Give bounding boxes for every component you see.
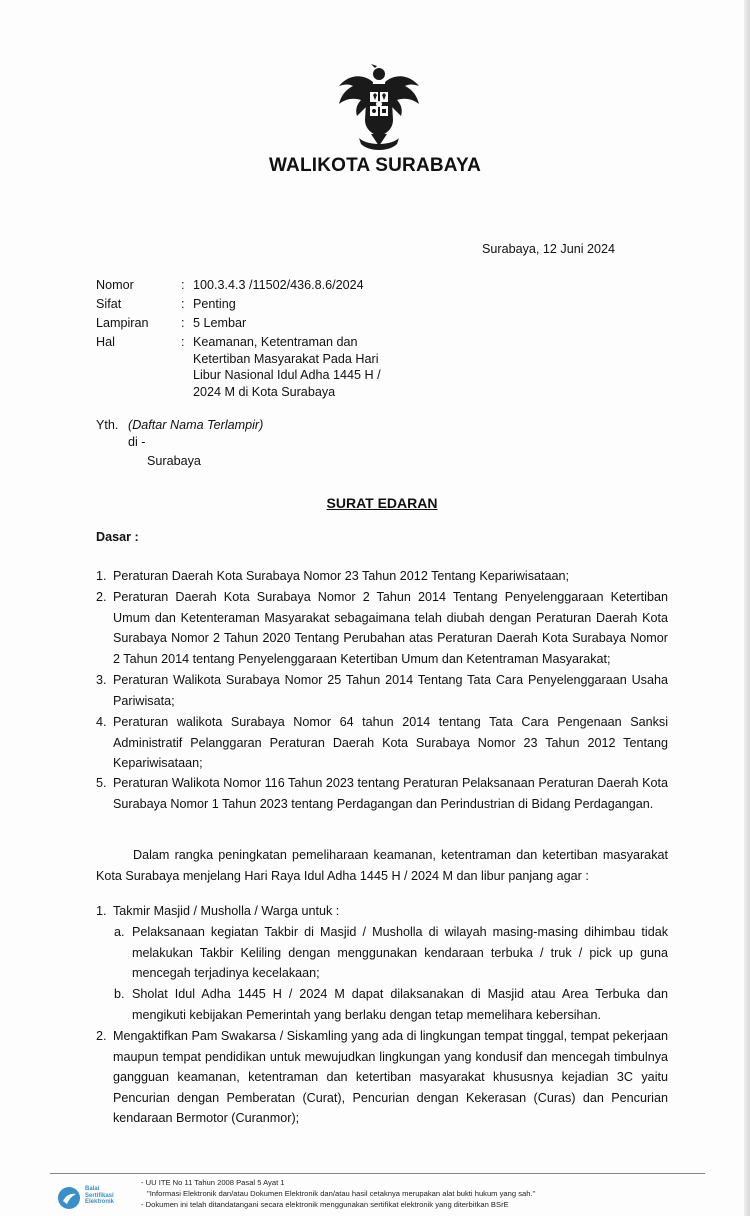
list-number: 5.: [96, 776, 107, 790]
recipient-name: (Daftar Nama Terlampir): [128, 418, 264, 432]
document-heading: SURAT EDARAN: [326, 495, 438, 511]
list-number: 1.: [96, 904, 107, 918]
list-number: 3.: [96, 673, 107, 687]
sub-list-item: [114, 984, 668, 1025]
intro-paragraph: Dalam rangka peningkatan pemeliharaan keamanan, ketentraman dan ketertiban masyarakat Kota Surabaya menjelang Hari Raya Idul Adha 1445 H / 2024 M dan libur panjang agar :: [96, 848, 668, 883]
recipient-city: Surabaya: [147, 454, 201, 468]
logo-text-line: Sertifikasi: [85, 1192, 114, 1199]
meta-value-sifat: Penting: [193, 297, 236, 311]
page-edge-shadow: [744, 0, 750, 1216]
list-text: Peraturan Walikota Surabaya Nomor 25 Tahun 2014 Tentang Tata Cara Penyelenggaraan Usaha Pariwisata;: [113, 673, 668, 708]
list-number: 1.: [96, 569, 107, 583]
meta-value-hal: Keamanan, Ketentraman dan Ketertiban Masyarakat Pada Hari Libur Nasional Idul Adha 1445 H / 2024 M di Kota Surabaya: [193, 335, 381, 399]
footer-line-3: - Dokumen ini telah ditandatangani secara elektronik menggunakan sertifikat elektronik yang diterbitkan BSrE: [141, 1200, 509, 1209]
list-item: [96, 566, 668, 587]
list-text: Peraturan Walikota Nomor 116 Tahun 2023 tentang Peraturan Pelaksanaan Peraturan Daerah Kota Surabaya Nomor 1 Tahun 2023 tentang Perdagangan dan Perindustrian di Bidang Perdagangan.: [113, 776, 668, 811]
meta-label-hal: Hal: [96, 335, 115, 349]
list-number: 4.: [96, 715, 107, 729]
meta-label-nomor: Nomor: [96, 278, 134, 292]
meta-colon: :: [181, 297, 185, 311]
bsre-logo-text: [85, 1186, 114, 1206]
list-number: b.: [114, 987, 125, 1001]
meta-value-lampiran: 5 Lembar: [193, 316, 247, 330]
footer-line-1: - UU ITE No 11 Tahun 2008 Pasal 5 Ayat 1: [141, 1178, 285, 1187]
meta-colon: :: [181, 335, 185, 349]
list-item: [96, 712, 668, 774]
list-text: Peraturan Daerah Kota Surabaya Nomor 23 Tahun 2012 Tentang Kepariwisataan;: [113, 569, 570, 583]
list-number: a.: [114, 925, 125, 939]
list-item: [96, 773, 668, 814]
list-text: Peraturan walikota Surabaya Nomor 64 tahun 2014 tentang Tata Cara Pengenaan Sanksi Administratif Pelanggaran Peraturan Daerah Kota Surabaya Nomor 23 Tahun 2012 Tentang Kepariwisataan;: [113, 715, 668, 771]
garuda-emblem-icon: [337, 62, 421, 152]
meta-colon: :: [181, 278, 185, 292]
issuer-title: WALIKOTA SURABAYA: [268, 155, 482, 176]
bsre-logo-icon: [56, 1185, 82, 1211]
footer-divider: [50, 1173, 705, 1174]
sub-list-item: [114, 922, 668, 984]
logo-text-line: Elektronik: [85, 1199, 115, 1206]
meta-label-lampiran: Lampiran: [96, 316, 149, 330]
list-item: [96, 670, 668, 711]
meta-value-nomor: 100.3.4.3 /11502/436.8.6/2024: [193, 278, 364, 292]
list-number: 2.: [96, 1029, 107, 1043]
list-text: Sholat Idul Adha 1445 H / 2024 M dapat dilaksanakan di Masjid atau Area Terbuka dan mengikuti kebijakan Pemerintah yang berlaku dengan tetap memelihara kebersihan.: [132, 987, 668, 1022]
letter-date: Surabaya, 12 Juni 2024: [482, 242, 616, 256]
list-item: [96, 901, 668, 922]
list-text: Peraturan Daerah Kota Surabaya Nomor 2 Tahun 2014 Tentang Penyelenggaraan Ketertiban Umum dan Ketenteraman Masyarakat sebagaimana telah diubah dengan Peraturan Daerah Kota Surabaya Nomor 2 Tahun 2020 Tentang Perubahan atas Peraturan Daerah Kota Surabaya Nomor 2 Tahun 2014 tentang Penyelenggaraan Ketertiban Umum dan Ketentraman Masyarakat;: [113, 590, 668, 666]
list-text: Takmir Masjid / Musholla / Warga untuk :: [113, 904, 340, 918]
footer-line-2: "Informasi Elektronik dan/atau Dokumen Elektronik dan/atau hasil cetaknya merupakan alat bukti hukum yang sah.": [147, 1189, 536, 1198]
meta-colon: :: [181, 316, 185, 330]
list-number: 2.: [96, 590, 107, 604]
dasar-label: Dasar :: [96, 530, 139, 544]
list-item: [96, 1026, 668, 1129]
list-item: [96, 587, 668, 669]
logo-text-line: Balai: [85, 1186, 100, 1192]
meta-label-sifat: Sifat: [96, 297, 122, 311]
list-text: Pelaksanaan kegiatan Takbir di Masjid / Musholla di wilayah masing-masing dihimbau tidak melakukan Takbir Keliling dengan menggunakan kendaraan terbuka / truk / pick up guna mencegah terjadinya kecelakaan;: [132, 925, 668, 981]
recipient-di: di -: [128, 435, 146, 449]
list-text: Mengaktifkan Pam Swakarsa / Siskamling yang ada di lingkungan tempat tinggal, tempat pekerjaan maupun tempat pendidikan untuk mewujudkan lingkungan yang kondusif dan mencegah timbulnya gangguan keamanan, ketentraman dan ketertiban masyarakat khususnya kejadian 3C yaitu Pencurian dengan Pemberatan (Curat), Pencurian dengan Kekerasan (Curas) dan Pencurian kendaraan Bermotor (Curanmor);: [113, 1029, 668, 1126]
recipient-yth: Yth.: [96, 418, 119, 432]
